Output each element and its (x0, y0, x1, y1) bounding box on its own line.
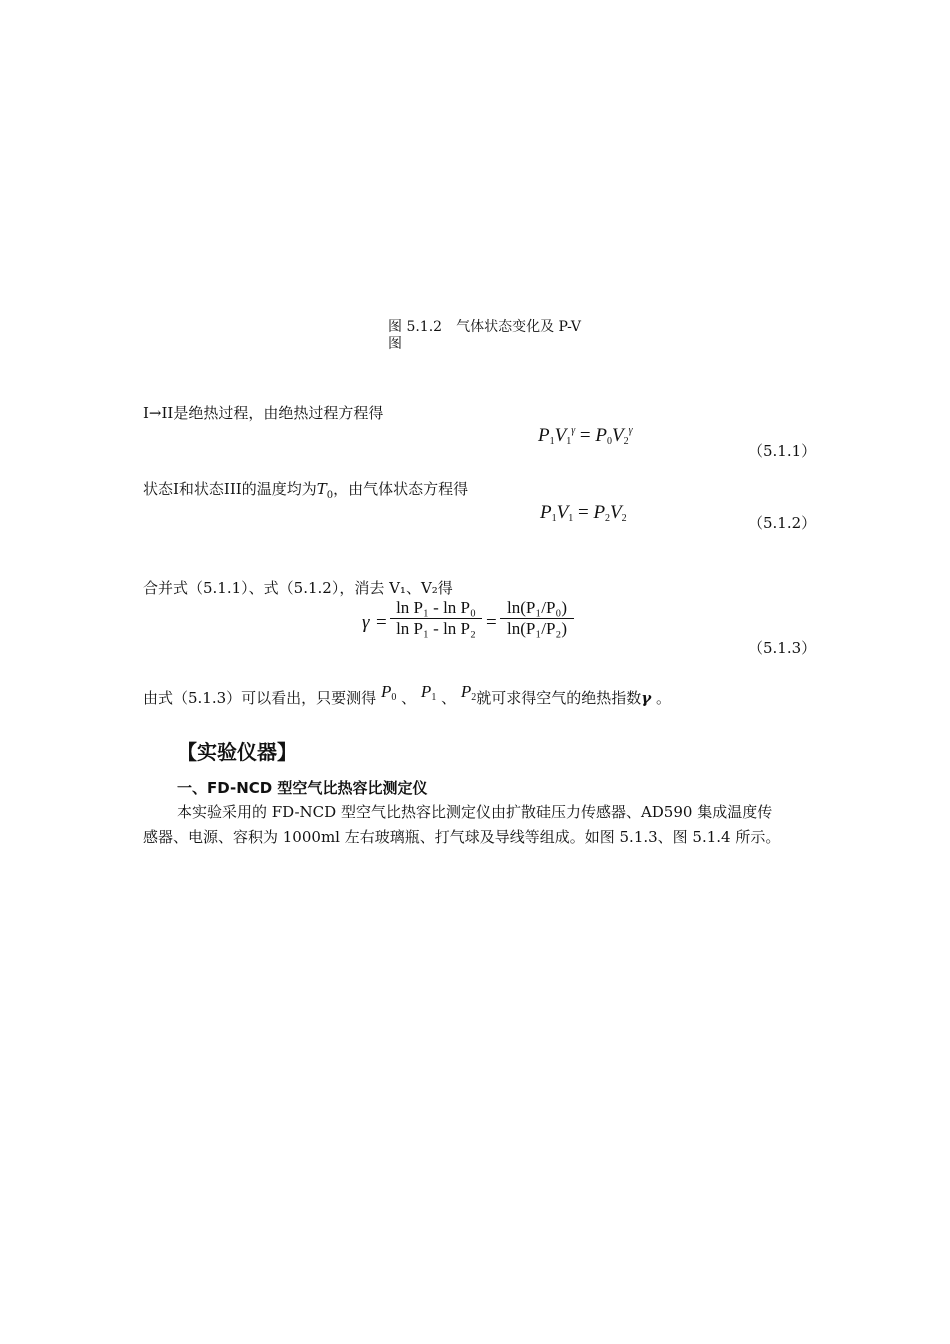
equation-number-5-1-1: （5.1.1） (748, 442, 817, 460)
equation-5-1-3-fraction-1 (390, 598, 482, 639)
equation-5-1-3-gamma: γ (362, 612, 370, 633)
figure-caption: 图 5.1.2 气体状态变化及 P-V (388, 319, 581, 335)
fraction-2-numerator: ln(P₁/P₀) (506, 598, 568, 617)
paragraph-adiabatic: Ⅰ→ⅠⅠ是绝热过程，由绝热过程方程得 (143, 404, 384, 422)
fraction-2-denominator: ln(P₁/P₂) (506, 619, 568, 638)
fraction-1-denominator: ln P₁ - ln P₂ (396, 619, 476, 638)
fraction-1-numerator: ln P₁ - ln P₀ (396, 598, 476, 617)
equation-5-1-3-fraction-2 (500, 598, 574, 639)
section-heading-instruments: 【实验仪器】 (177, 740, 297, 764)
paragraph-isothermal: 状态Ⅰ和状态ⅠⅠⅠ的温度均为$T_0$，由气体状态方程得 (143, 480, 469, 501)
equation-5-1-3-equals-2: = (486, 612, 497, 633)
equation-5-1-3-equals-1: = (376, 612, 387, 633)
figure-caption-overflow: 图 (388, 336, 402, 352)
equation-number-5-1-2: （5.1.2） (748, 514, 817, 532)
equation-5-1-2: $P_1V_1 = P_2V_2$ (540, 502, 627, 524)
subheading-instrument-model: 一、FD-NCD 型空气比热容比测定仪 (177, 779, 428, 797)
paragraph-combine: 合并式（5.1.1）、式（5.1.2），消去 V₁、V₂得 (143, 579, 453, 597)
equation-number-5-1-3: （5.1.3） (748, 639, 817, 657)
equation-5-1-1: $P_1V_1^\gamma = P_0V_2^\gamma$ (538, 425, 633, 447)
body-text-line-1: 本实验采用的 FD-NCD 型空气比热容比测定仪由扩散硅压力传感器、AD590 集成温度传 (177, 803, 773, 821)
body-text-line-2: 感器、电源、容积为 1000ml 左右玻璃瓶、打气球及导线等组成。如图 5.1.3、图 5.1.4 所示。 (143, 828, 781, 846)
paragraph-conclusion: 由式（5.1.3）可以看出，只要测得 $P_0$ 、 $P_1$ 、 $P_2$就可求得空气的绝热指数γ 。 (143, 682, 671, 707)
